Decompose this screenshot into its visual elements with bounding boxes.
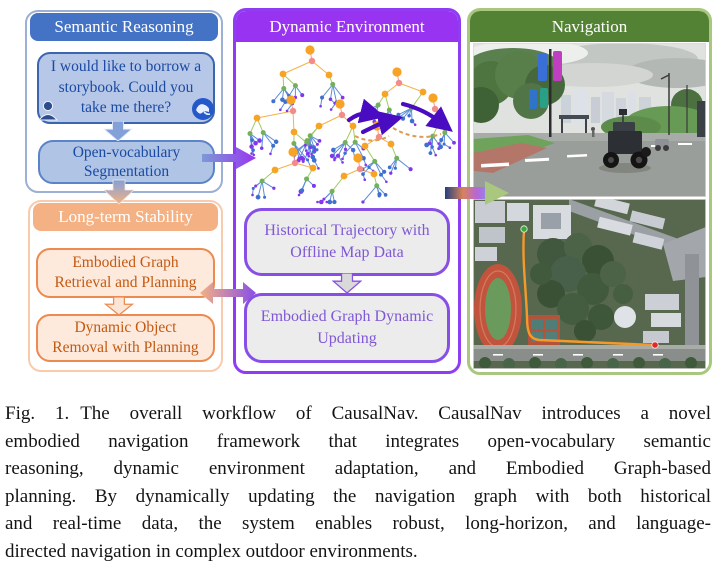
dynamic-environment-header: Dynamic Environment xyxy=(236,11,458,42)
bus xyxy=(697,101,706,137)
dynamic-object-removal-box: Dynamic Object Removal with Planning xyxy=(36,314,215,362)
street-photo xyxy=(473,43,706,197)
user-icon xyxy=(36,98,60,122)
street-banner-blue xyxy=(538,53,547,81)
long-term-stability-header: Long-term Stability xyxy=(33,203,218,231)
arrow-down-bubble-to-segmentation xyxy=(103,121,133,141)
embodied-graph-updating-box: Embodied Graph Dynamic Updating xyxy=(244,293,450,363)
assistant-logo-icon xyxy=(191,97,215,121)
figure-caption: Fig. 1. The overall workflow of CausalNav. CausalNav introduces a novel embodied navigation framework that integrates open-vocabulary semantic reasoning, dynamic environment adaptation, and Embodied Graph-based planning. By dynamically updating the navigation graph with both historical and real-time data, the system enables robust, long-horizon, and language- directed navigation in complex outdoor environments. xyxy=(5,403,711,562)
semantic-reasoning-header: Semantic Reasoning xyxy=(30,13,218,41)
arrow-segmentation-to-environment xyxy=(202,146,256,170)
arrow-down-semantic-to-stability xyxy=(104,178,134,206)
historical-trajectory-box: Historical Trajectory with Offline Map Data xyxy=(244,208,450,276)
figure-label: Fig. 1. xyxy=(5,403,70,424)
roadside-trees xyxy=(479,357,697,369)
user-request-speech-bubble xyxy=(37,52,215,124)
arrow-down-trajectory-to-updating xyxy=(332,273,362,293)
arrow-down-retrieval-to-removal xyxy=(104,297,134,315)
running-track xyxy=(474,264,522,354)
navigation-header: Navigation xyxy=(470,11,709,42)
open-vocabulary-segmentation-box: Open-vocabulary Segmentation xyxy=(38,140,215,184)
user-request-text: I would like to borrow a storybook. Could you take me there? xyxy=(50,58,202,117)
arrow-environment-stability-bidirectional xyxy=(200,281,256,305)
aerial-map-photo xyxy=(473,199,706,369)
street-banner-magenta xyxy=(553,51,562,81)
embodied-graph-retrieval-box: Embodied Graph Retrieval and Planning xyxy=(36,248,215,298)
route-end-marker xyxy=(652,342,658,348)
arrow-environment-to-navigation xyxy=(445,178,509,208)
scene-graph-visualization xyxy=(237,42,457,205)
route-start-marker xyxy=(521,226,527,232)
